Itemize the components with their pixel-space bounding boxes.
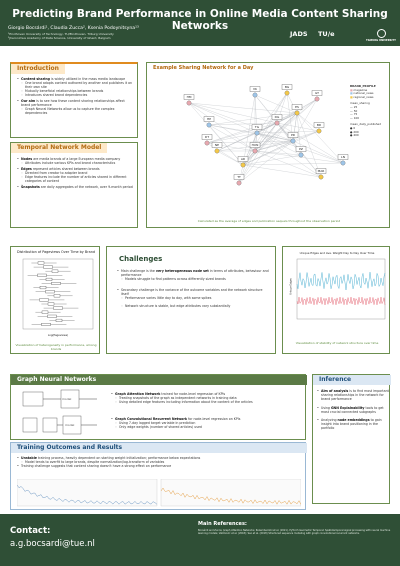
boxplot-box — [48, 315, 57, 318]
intro-bullet-2: • Our aim is to see how these content sharing relationships affect brand performance — [17, 99, 135, 107]
temporal-bullet-3: • Snapshots are daily aggregates of the network, over 9-month period — [17, 185, 135, 189]
network-node — [215, 149, 219, 153]
network-node — [295, 111, 299, 115]
contact-title: Contact: — [10, 526, 51, 536]
variability-title: Unique Edges and Ave. Weight Day to Day Over Time — [299, 251, 375, 255]
network-edge — [255, 151, 343, 163]
network-edge — [239, 113, 297, 183]
boxplot-box — [38, 262, 44, 265]
legend-magazine: ■ magazine — [350, 87, 368, 92]
intro-sub-1: ◦ One brand adopts content authored by another and publishes it on their own site — [17, 81, 135, 89]
challenges-bullet-2: • Secondary challenge is the variance of the outcome variables and the network structure itself — [117, 288, 269, 296]
temporal-sub-2: ◦ Directed from creator to adopter brand — [17, 171, 135, 175]
temporal-sub-3: ◦ Edge features include the number of articles shared in different categories of content — [17, 175, 135, 183]
network-node — [275, 121, 279, 125]
legend-published-400: ● 400 — [350, 133, 359, 138]
legend-published-title: mean_daily_published — [350, 122, 382, 127]
boxplot-box — [38, 274, 47, 277]
intro-sub-2: ◦ Mutually beneficial relationships between brands — [17, 89, 135, 93]
network-node — [207, 123, 211, 127]
variability-chart — [283, 257, 391, 327]
gat-bullet: • Graph Attention Network trained for node-level regression of KPIs — [111, 392, 301, 396]
heterogeneity-xlabel: Log(Pageviews) — [47, 334, 69, 337]
poster-header — [0, 0, 400, 46]
challenges-sub-3: ◦ Network structure is stable, but edge attributes vary substantially — [117, 304, 269, 308]
heterogeneity-caption: Visualization of heterogeneity in performance, among brands — [15, 343, 97, 351]
legend-regional: ■ regional_news — [350, 94, 374, 99]
network-node-label: NE — [214, 143, 220, 148]
legend-published-0: ● 0 — [350, 125, 356, 130]
network-node — [253, 93, 257, 97]
network-edge — [255, 95, 297, 113]
network-edge — [209, 123, 277, 125]
inference-text — [317, 389, 389, 431]
network-edge — [277, 123, 343, 163]
training-bullet-2: • Training challenge suggests that content sharing doesn't have a strong effect on performance — [17, 464, 303, 468]
gcrn-model-label: model — [65, 423, 75, 427]
boxplot-box — [54, 307, 63, 310]
network-node — [237, 181, 241, 185]
network-title: Example Sharing Network for a Day — [153, 65, 254, 71]
intro-sub-4: ◦ Graph Neural Networks allow us to capture the complex dependencies — [17, 107, 135, 115]
boxplot-box — [46, 290, 55, 293]
introduction-title: Introduction — [11, 64, 65, 74]
boxplot-box — [52, 282, 61, 285]
gcrn-diagram — [21, 414, 101, 436]
temporal-text — [17, 157, 135, 189]
network-node-label: BG — [284, 85, 290, 90]
references-title: Main References: — [198, 521, 247, 527]
references-text: Bocsárdi and Zucca; Graph Attention Networks; Rozemberczki et al. (2021). PyTorch Geometric Temporal: Spatiotemporal signal processing with neural machine learning models; Veličković et al. (2018); Seo et al. (2018) Structured sequence modeling with graph convolutional recurrent networks. — [198, 529, 391, 535]
network-edge — [255, 151, 321, 177]
boxplot-box — [40, 299, 49, 302]
inference-bullet-1: • Aim of analysis is to find most important sharing relationships in the network for brand performance — [317, 389, 389, 402]
challenges-box — [106, 246, 276, 354]
network-node-label: BD — [316, 123, 322, 128]
network-caption: Calculated as the average of edges and publication sequels throughout the observation period — [197, 219, 341, 223]
gcrn-sub-2: ◦ Only edge weights (number of shared articles) used — [111, 425, 301, 429]
legend-sharing-title: mean_sharing — [350, 101, 370, 106]
legend-sharing-75: — 75 — [350, 112, 358, 117]
heterogeneity-box — [10, 246, 100, 354]
variability-box — [282, 246, 390, 354]
network-node-label: TG — [254, 125, 260, 130]
gnn-gat-text — [111, 392, 301, 404]
network-edge — [189, 103, 257, 133]
network-node-label: PZ — [299, 147, 303, 152]
boxplot-box — [40, 286, 46, 289]
network-node — [319, 175, 323, 179]
legend-published-200: ● 200 — [350, 129, 359, 134]
network-node-label: HM — [186, 95, 192, 100]
network-edge — [257, 99, 317, 133]
jads-logo: JADS — [290, 30, 308, 38]
network-box — [146, 62, 390, 228]
network-edge — [239, 141, 293, 183]
challenges-text — [117, 269, 269, 308]
network-legend — [350, 85, 390, 138]
training-title: Training Outcomes and Results — [11, 443, 307, 453]
inference-box — [312, 374, 390, 504]
network-node-label: DG — [274, 115, 280, 120]
authors: Giorgio Bocsárdi¹, Claudia Zucca², Ksenia Podoynitsyna¹³ — [8, 26, 139, 31]
network-node-label: DT — [204, 135, 210, 140]
network-node-label: VK — [252, 87, 258, 92]
network-node — [317, 129, 321, 133]
network-node-label: MAR — [317, 169, 325, 174]
tue-logo: TU/e — [318, 30, 335, 38]
network-node — [315, 97, 319, 101]
training-text — [17, 456, 303, 468]
boxplot-box — [56, 319, 62, 322]
variability-ylabel: Unique Edges — [289, 278, 293, 295]
training-box — [10, 442, 306, 510]
gnn-title: Graph Neural Networks — [11, 375, 307, 385]
variability-caption: Visualization of stability of network structure over time — [295, 341, 379, 345]
temporal-bullet-1: • Nodes are media brands of a large European media company — [17, 157, 135, 161]
gat-diagram — [21, 388, 101, 410]
training-curves — [17, 479, 301, 507]
network-node — [299, 153, 303, 157]
network-edge — [297, 113, 343, 163]
introduction-box — [10, 62, 138, 138]
gat-model-label: model — [62, 397, 72, 401]
poster-title: Predicting Brand Performance in Online Media Content Sharing Networks — [12, 8, 388, 32]
introduction-text — [17, 77, 135, 115]
boxplot-box — [42, 311, 48, 314]
network-node-label: LN — [341, 155, 345, 160]
network-node — [205, 141, 209, 145]
network-node-label: GT — [314, 91, 320, 96]
temporal-title: Temporal Network Model — [11, 143, 107, 153]
boxplot-box — [44, 266, 53, 269]
gat-sub-1: ◦ Treating snapshots of the graph as independent networks in training data — [111, 396, 301, 400]
network-node — [341, 161, 345, 165]
network-edge — [204, 123, 277, 143]
network-node — [291, 139, 295, 143]
gnn-box — [10, 374, 306, 440]
network-edge — [243, 163, 343, 165]
network-node — [255, 131, 259, 135]
affiliations — [8, 33, 114, 40]
affiliation-2: ²Jheronimus Academy of Data Science, University of Ghent, Belgium — [8, 35, 111, 40]
temporal-sub-1: ◦ Attributes include various KPIs and brand characteristics — [17, 161, 135, 165]
boxplot-box — [54, 295, 60, 298]
inference-bullet-3: • Analyzing node embeddings to gain insight into brand positioning in the portfolio — [317, 418, 389, 431]
network-node — [241, 163, 245, 167]
inference-title: Inference — [313, 375, 391, 385]
temporal-box — [10, 142, 138, 228]
gat-sub-2: ◦ Using detailed edge features including information about the content of the articles — [111, 400, 301, 404]
legend-sharing-100: — 100 — [350, 115, 360, 120]
network-node — [187, 101, 191, 105]
challenges-bullet-1: • Main challenge is the very heterogeneous node set in terms of attributes, behaviour and performance — [117, 269, 269, 277]
training-bullet-1: • Unstable training process, heavily dependent on starting weight initialization; performance below expectations — [17, 456, 303, 460]
temporal-bullet-2: • Edges represent articles shared between brands — [17, 167, 135, 171]
network-edge — [287, 93, 297, 113]
network-node — [285, 91, 289, 95]
network-node-label: HP — [206, 117, 212, 122]
seal-icon — [377, 29, 386, 38]
gcrn-bullet: • Graph Convolutional Recurrent Network for node-level regression on KPIs — [111, 417, 301, 421]
tilburg-logo: TILBURG UNIVERSITY — [366, 29, 396, 42]
inference-bullet-2: • Using GNN Explainability tools to get most crucial connected subgraphs — [317, 406, 389, 414]
contact-email[interactable]: a.g.bocsardi@tue.nl — [10, 539, 95, 549]
boxplot-box — [42, 323, 51, 326]
network-edge — [243, 165, 321, 177]
heterogeneity-title: Distribution of Pageviews Over Time by Brand — [16, 250, 95, 254]
network-node-label: HUN — [251, 143, 259, 148]
intro-sub-3: ◦ Introduces shared brand dependencies — [17, 93, 135, 97]
network-edge — [204, 133, 257, 143]
legend-profile-title: BRAND_PROFILE — [350, 84, 376, 88]
legend-sharing-50: — 50 — [350, 108, 358, 113]
network-node — [253, 149, 257, 153]
training-sub-1: ◦ Model tends to overfit to large brands, despite normalization/log-transform of variables — [17, 460, 303, 464]
challenges-sub-1: ◦ Models struggle to find patterns across differently sized brands — [117, 277, 269, 281]
challenges-sub-2: ◦ Performance varies little day to day, with some spikes — [117, 296, 269, 300]
legend-sharing-25: — 25 — [350, 104, 358, 109]
network-node-label: AD — [240, 157, 246, 162]
legend-national: ■ national_news — [350, 91, 374, 96]
boxplot-box — [52, 270, 58, 273]
network-node-label: PD — [290, 133, 296, 138]
boxplot-box — [46, 278, 52, 281]
boxplot-chart — [11, 257, 101, 337]
network-node-label: TT — [237, 175, 241, 180]
affiliation-1: ¹Eindhoven University of Technology, TU/Eindhoven, Tilburg University — [8, 32, 114, 36]
gnn-gcrn-text — [111, 417, 301, 429]
poster-footer — [0, 514, 400, 566]
boxplot-box — [48, 303, 54, 306]
intro-bullet-1: • Content sharing is widely utilized in the mass media landscape — [17, 77, 135, 81]
gcrn-sub-1: ◦ Using 7-day lagged target variable in prediction — [111, 421, 301, 425]
network-node-label: ES — [295, 105, 299, 110]
challenges-title: Challenges — [119, 255, 163, 263]
